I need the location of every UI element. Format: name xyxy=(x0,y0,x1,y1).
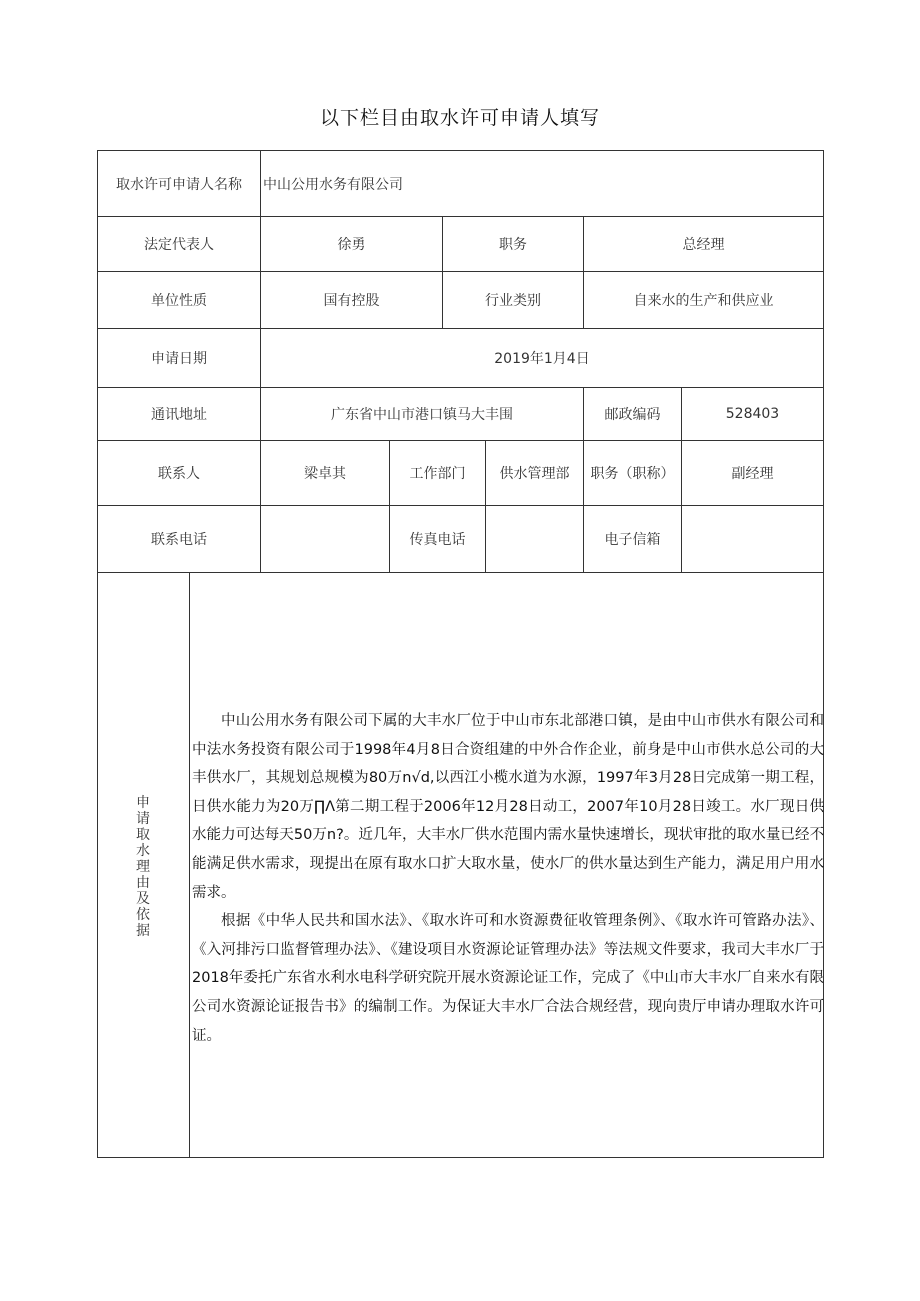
table-border-bottom xyxy=(97,1157,824,1158)
apply-date-value: 2019年1月4日 xyxy=(494,351,590,367)
reason-paragraph: 根据《中华人民共和国水法》、《取水许可和水资源费征收管理条例》、《取水许可管路办法》、《入河排污口监督管理办法》、《建设项目水资源论证管理办法》等法规文件要求，我司大丰水厂于2018年委托广东省水利水电科学研究院开展水资源论证工作，完成了《中山市大丰水厂自来水有限公司水资源论证报告书》的编制工作。为保证大丰水厂合法合规经营，现向贵厅申请办理取水许可证。 xyxy=(192,913,824,1044)
email-label: 电子信箱 xyxy=(604,532,661,548)
address-value: 广东省中山市港口镇马大丰围 xyxy=(331,407,513,423)
legal-rep-position-label: 职务 xyxy=(499,237,527,253)
legal-rep-position-value: 总经理 xyxy=(682,237,725,253)
phone-label: 联系电话 xyxy=(151,532,207,548)
row-divider xyxy=(97,572,824,573)
contact-title-label: 职务（职称） xyxy=(590,466,675,482)
contact-label: 联系人 xyxy=(158,466,200,482)
industry-label: 行业类别 xyxy=(485,293,541,309)
applicant-label: 取水许可申请人名称 xyxy=(116,176,242,193)
dept-value: 供水管理部 xyxy=(499,466,570,482)
unit-label: 单位性质 xyxy=(151,293,207,309)
dept-label: 工作部门 xyxy=(409,466,466,482)
form-title: 以下栏目由取水许可申请人填写 xyxy=(319,107,600,129)
apply-date-label: 申请日期 xyxy=(151,351,207,367)
unit-value: 国有控股 xyxy=(323,293,380,309)
industry-value: 自来水的生产和供应业 xyxy=(633,293,774,309)
fax-label: 传真电话 xyxy=(409,532,466,548)
email-value xyxy=(682,506,823,572)
phone-value xyxy=(261,506,389,572)
postcode-value: 528403 xyxy=(725,406,780,422)
legal-rep-label: 法定代表人 xyxy=(144,237,214,253)
contact-title-value: 副经理 xyxy=(731,466,774,482)
reason-paragraph: 中山公用水务有限公司下属的大丰水厂位于中山市东北部港口镇，是由中山市供水有限公司和中法水务投资有限公司于1998年4月8日合资组建的中外合作企业，前身是中山市供水总公司的大丰供水厂，其规划总规模为80万n√d,以西江小榄水道为水源，1997年3月28日完成第一期工程，日供水能力为20万∏Λ第二期工程于2006年12月28日动工，2007年10月28日竣工。水厂现日供水能力可达每天50万n?。近几年，大丰水厂供水范围内需水量快速增长，现状审批的取水量已经不能满足供水需求，现提出在原有取水口扩大取水量，使水厂的供水量达到生产能力，满足用户用水需求。 xyxy=(192,713,824,901)
applicant-value: 中山公用水务有限公司 xyxy=(263,176,403,193)
col-divider xyxy=(189,572,190,1158)
reason-label: 申请取水理由及依据 xyxy=(136,795,150,939)
postcode-label: 邮政编码 xyxy=(604,407,661,423)
address-label: 通讯地址 xyxy=(151,407,207,423)
contact-name: 梁卓其 xyxy=(304,466,346,482)
fax-value xyxy=(486,506,583,572)
legal-rep-name: 徐勇 xyxy=(337,237,366,253)
reason-text xyxy=(192,707,824,1050)
